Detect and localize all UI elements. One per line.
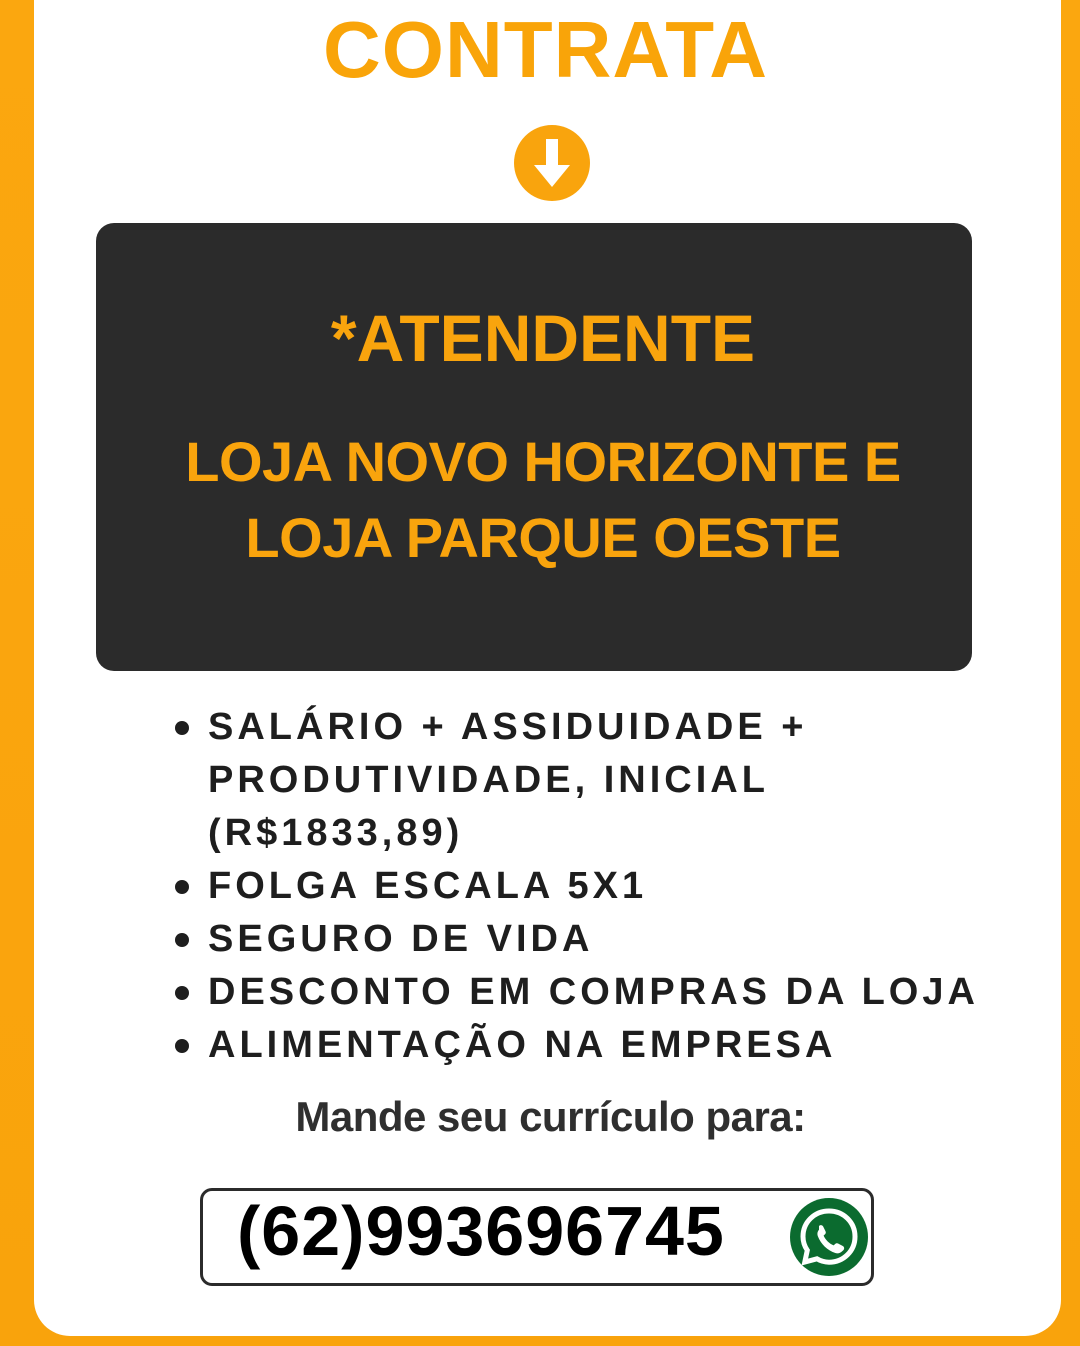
phone-number[interactable]: (62)993696745 — [237, 1192, 725, 1270]
bullet-icon — [175, 933, 189, 947]
benefit-text-meals: ALIMENTAÇÃO NA EMPRESA — [208, 1024, 837, 1066]
flyer-card — [34, 0, 1061, 1336]
benefit-text-salary: SALÁRIO + ASSIDUIDADE + PRODUTIVIDADE, INICIAL (R$1833,89) — [208, 706, 808, 854]
benefit-item-salary — [172, 701, 1012, 860]
benefit-item-meals — [172, 1019, 1012, 1072]
benefit-item-discount — [172, 966, 1012, 1019]
benefit-item-insurance — [172, 913, 1012, 966]
bullet-icon — [175, 1039, 189, 1053]
store-location-line-2: LOJA PARQUE OESTE — [245, 506, 841, 569]
job-title: *ATENDENTE — [330, 301, 756, 375]
arrow-down-icon — [512, 123, 592, 203]
benefit-text-schedule: FOLGA ESCALA 5X1 — [208, 865, 648, 907]
benefit-item-schedule — [172, 860, 1012, 913]
page-title: CONTRATA — [323, 5, 768, 94]
bullet-icon — [175, 880, 189, 894]
whatsapp-icon[interactable] — [789, 1197, 869, 1277]
benefit-text-discount: DESCONTO EM COMPRAS DA LOJA — [208, 971, 979, 1013]
bullet-icon — [175, 721, 189, 735]
bullet-icon — [175, 986, 189, 1000]
store-location-line-1: LOJA NOVO HORIZONTE E — [185, 430, 901, 493]
benefits-list — [172, 701, 1012, 1072]
phone-contact[interactable] — [200, 1188, 874, 1286]
benefit-text-insurance: SEGURO DE VIDA — [208, 918, 594, 960]
contact-label: Mande seu currículo para: — [295, 1093, 806, 1140]
